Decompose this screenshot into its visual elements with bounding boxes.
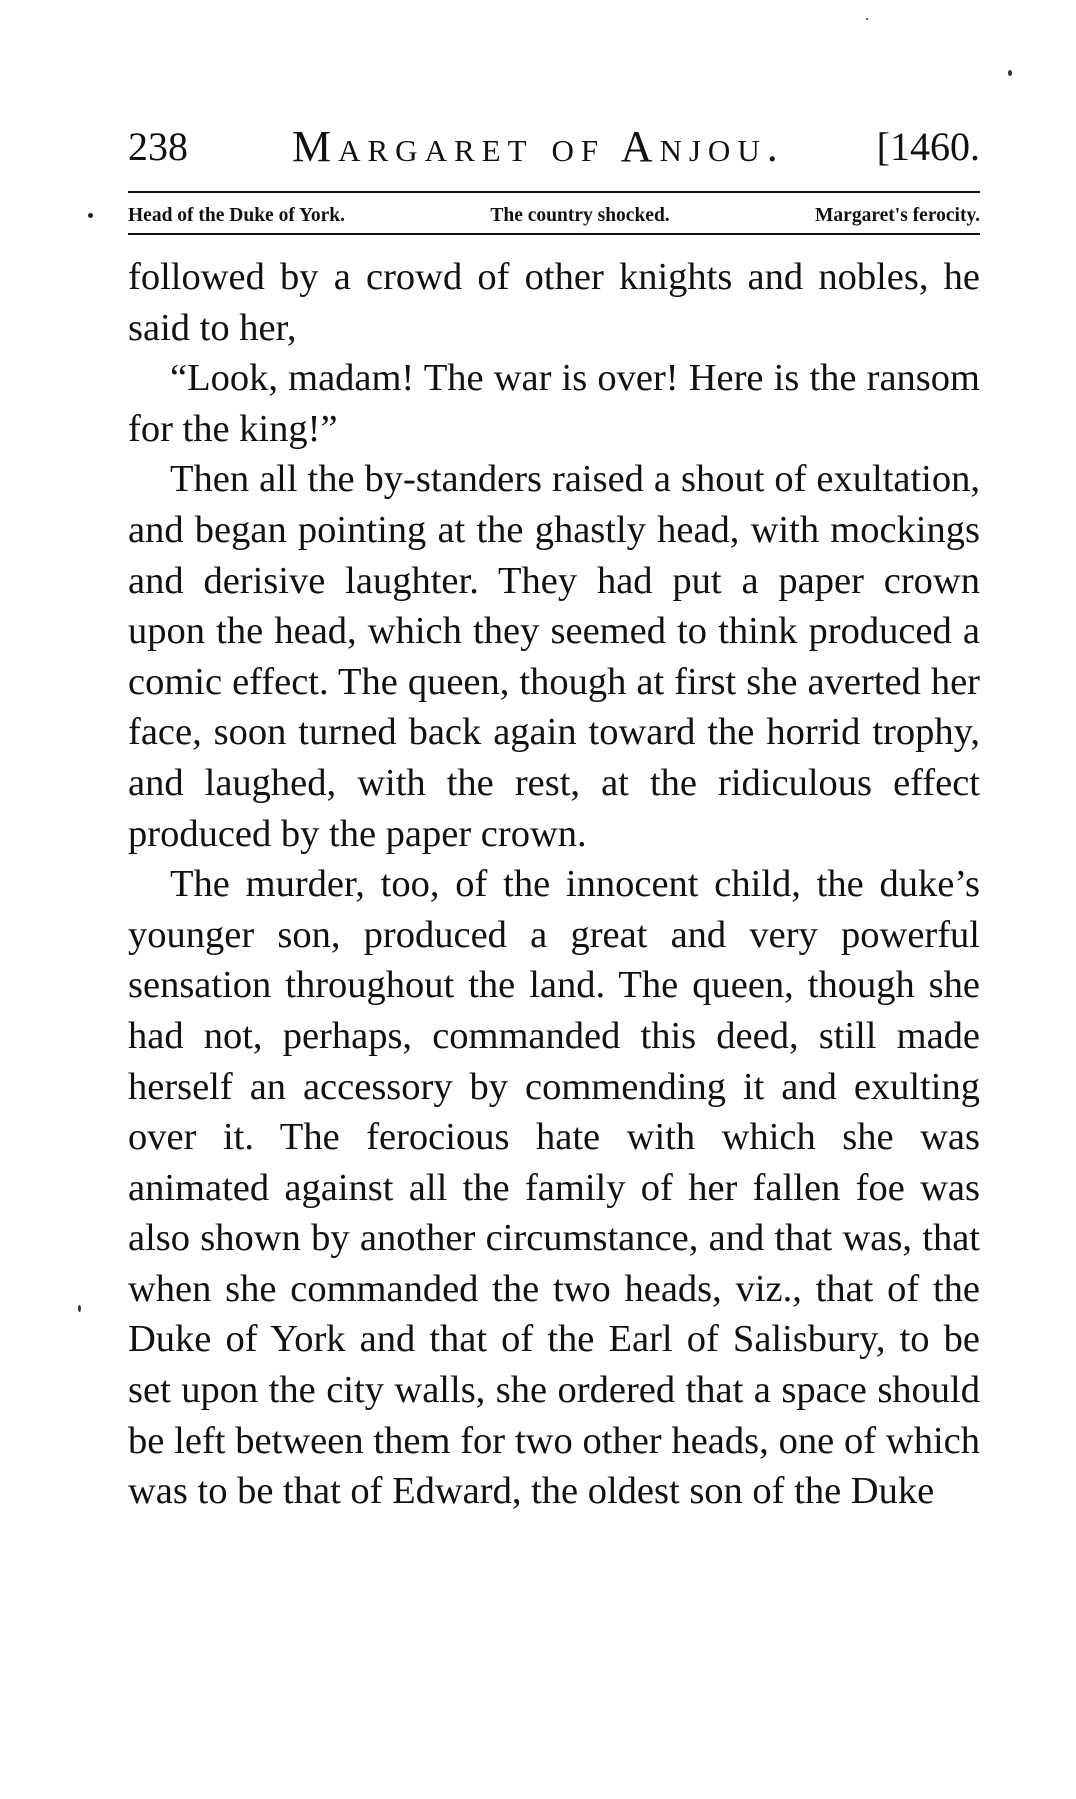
running-head — [128, 122, 980, 172]
print-speck — [78, 1305, 81, 1312]
paragraph: followed by a crowd of other knights and nobles, he said to her, — [128, 256, 980, 349]
paragraph: “Look, madam! The war is over! Here is the ransom for the king!” — [128, 357, 980, 450]
body-text — [128, 252, 980, 1517]
book-title: Margaret of Anjou. — [292, 122, 785, 171]
header-rule-top — [128, 191, 980, 193]
topic-item: Margaret's ferocity. — [815, 205, 980, 226]
topic-item: The country shocked. — [490, 205, 670, 226]
paragraph: The murder, too, of the innocent child, the duke’s younger son, produced a great and very powerful sensation throughout the land. The queen, though she had not, perhaps, commanded this deed, still made herself an accessory by commending it and exulting over it. The ferocious hate with which she was animated against all the family of her fallen foe was also shown by another circumstance, and that was, that when she commanded the two heads, viz., that of the Duke of York and that of the Earl of Salisbury, to be set upon the city walls, she ordered that a space should be left between them for two other heads, one of which was to be that of Edward, the oldest son of the Duke — [128, 863, 980, 1513]
topic-item: Head of the Duke of York. — [128, 205, 346, 226]
marginal-topics — [128, 202, 980, 230]
print-speck — [1008, 70, 1012, 76]
margin-mark — [88, 213, 93, 218]
print-speck — [866, 18, 868, 20]
paragraph: Then all the by-standers raised a shout of exultation, and began pointing at the ghastly head, with mockings and derisive laughter. They had put a paper crown upon the head, which they seemed to think produced a comic effect. The queen, though at first she averted her face, soon turned back again toward the horrid trophy, and laughed, with the rest, at the ridiculous effect produced by the paper crown. — [128, 458, 980, 855]
page-number: 238 — [128, 124, 188, 169]
chapter-year: [1460. — [876, 124, 980, 169]
header-rule-bottom — [128, 233, 980, 235]
